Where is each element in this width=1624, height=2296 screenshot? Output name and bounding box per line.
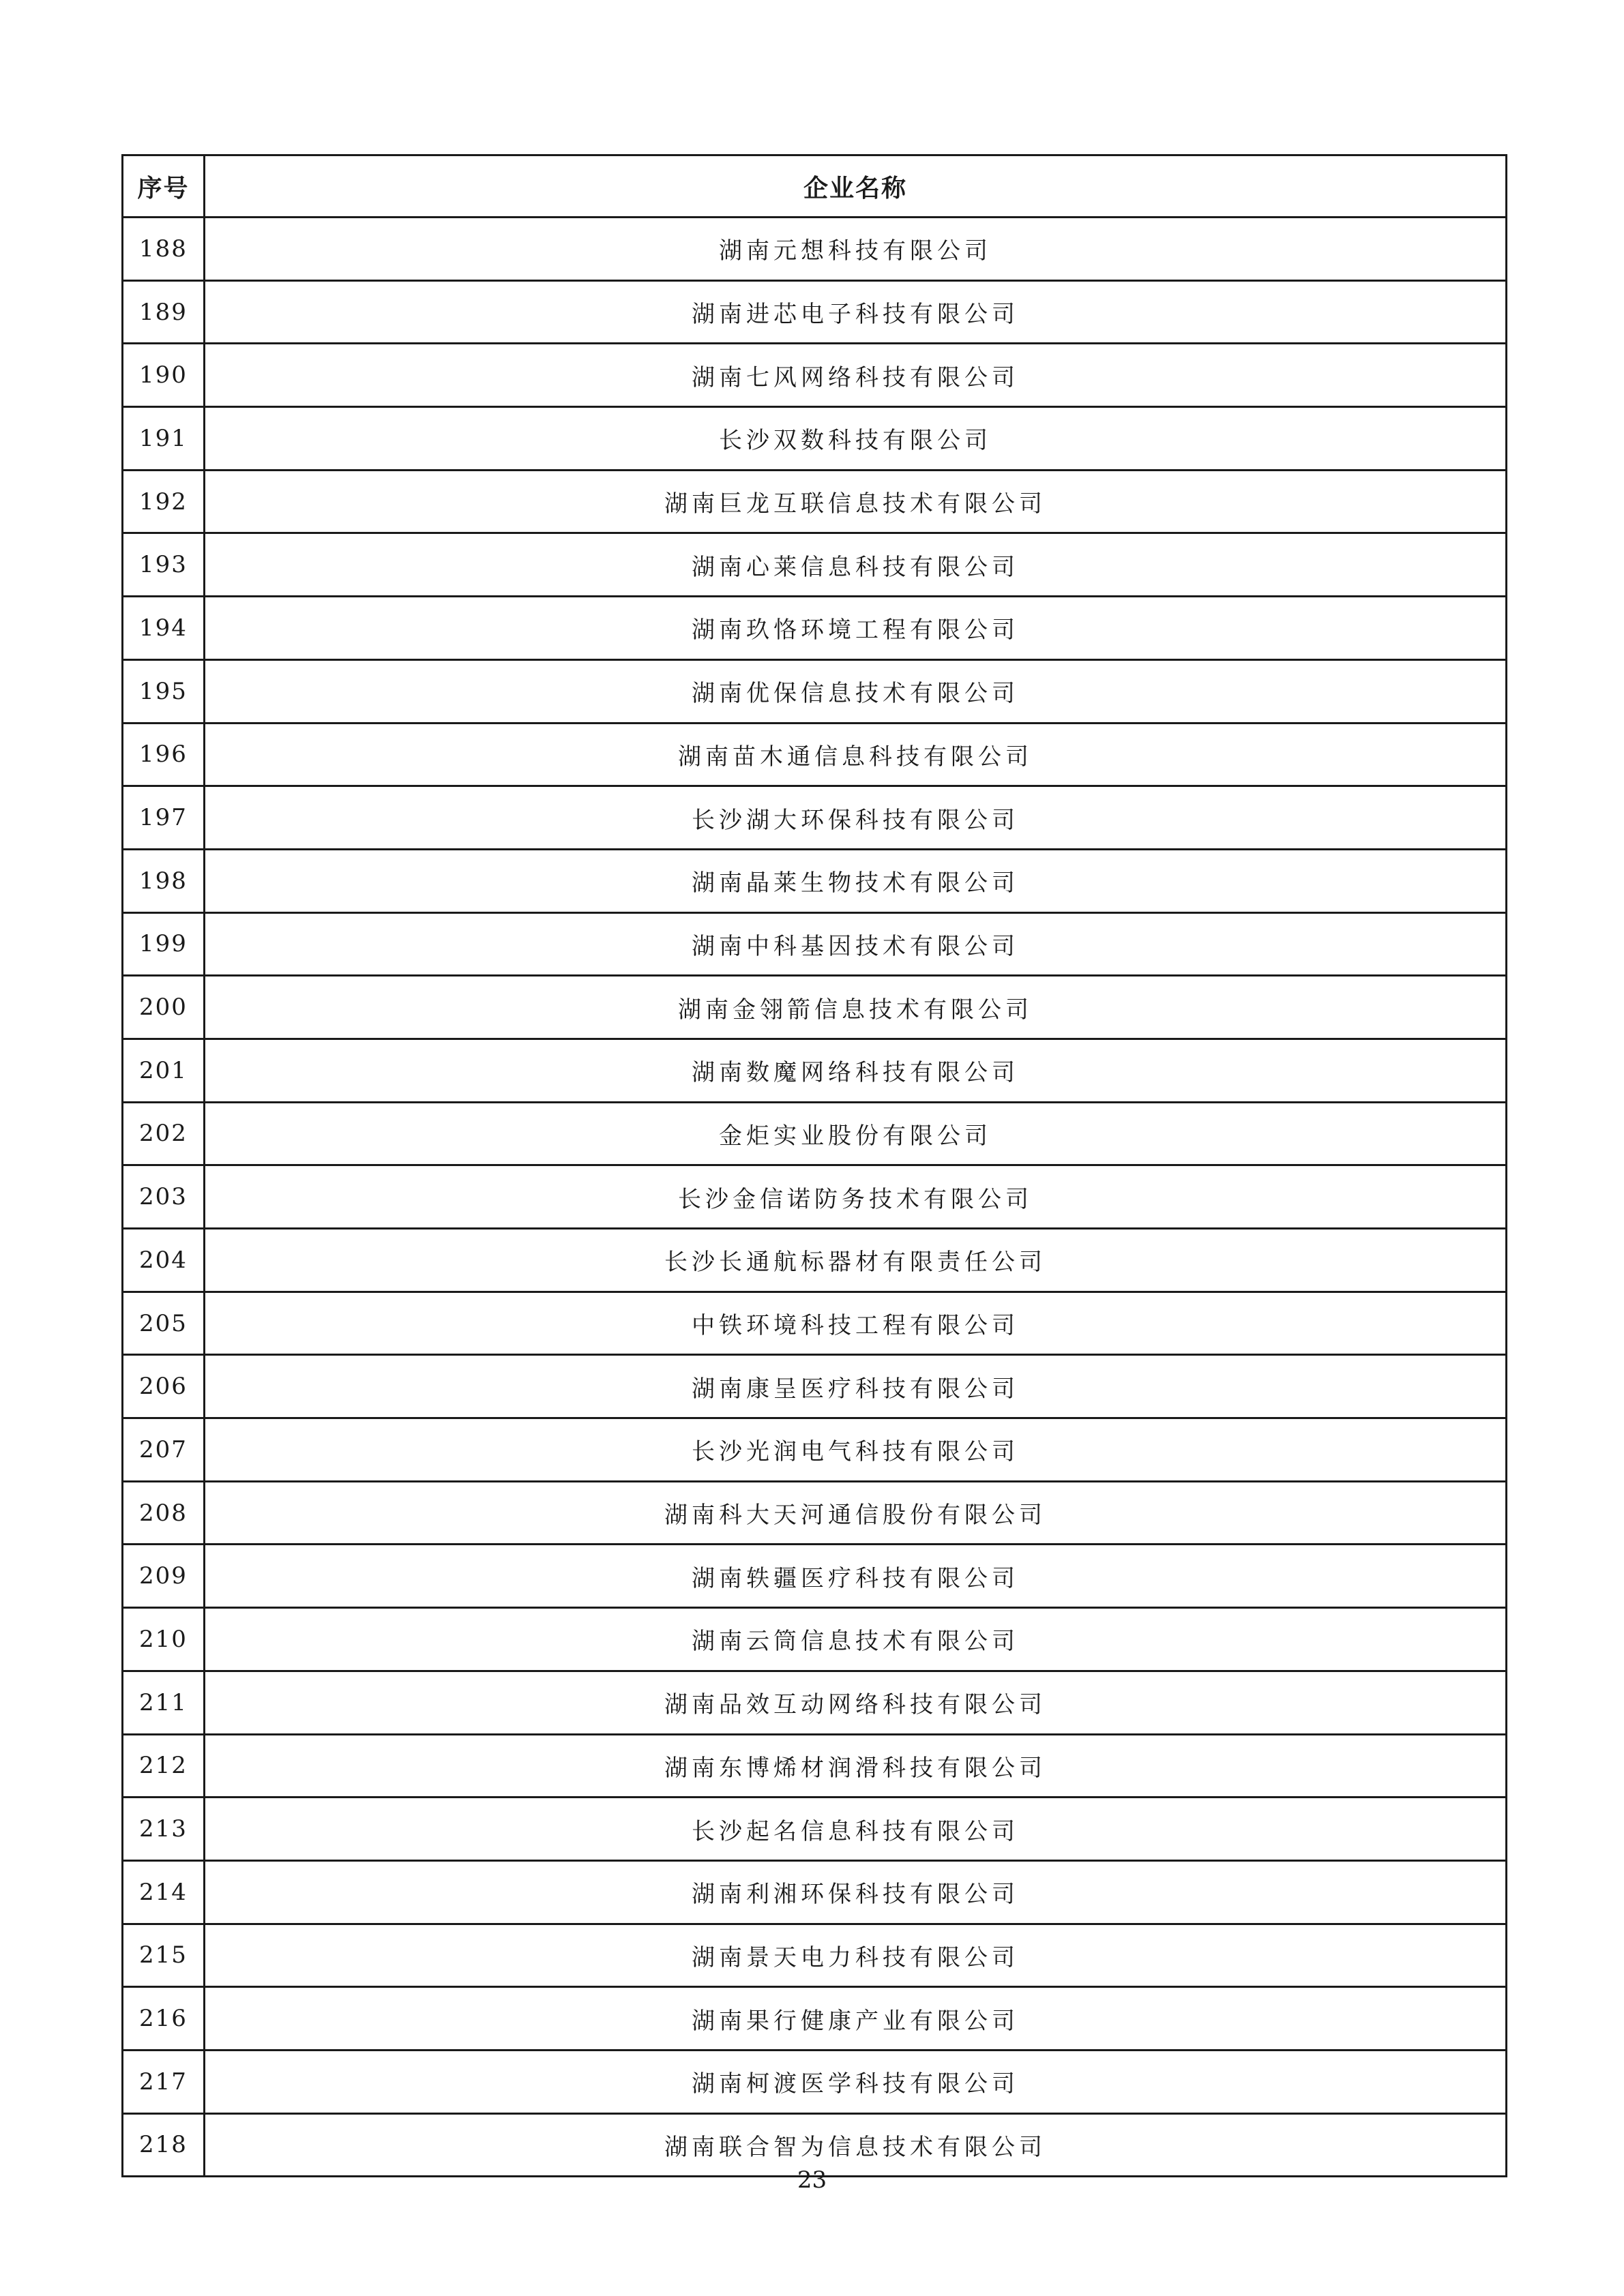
table-row: [123, 1924, 1507, 1987]
table-row: [123, 1545, 1507, 1608]
row-number: 210: [123, 1608, 205, 1671]
row-number: 198: [123, 849, 205, 912]
table-row: [123, 912, 1507, 976]
row-number: 196: [123, 723, 205, 786]
table-row: [123, 1481, 1507, 1545]
table-row: [123, 1671, 1507, 1734]
row-number: 211: [123, 1671, 205, 1734]
row-number: 193: [123, 533, 205, 597]
table-row: [123, 1987, 1507, 2051]
page-number: 23: [797, 2166, 827, 2194]
company-name: 湖南数魔网络科技有限公司: [205, 1039, 1507, 1102]
table-row: [123, 218, 1507, 281]
company-name: 湖南金翎箭信息技术有限公司: [205, 976, 1507, 1039]
company-name: 湖南中科基因技术有限公司: [205, 912, 1507, 976]
company-name: 湖南苗木通信息科技有限公司: [205, 723, 1507, 786]
row-number: 205: [123, 1292, 205, 1355]
company-name: 湖南东博烯材润滑科技有限公司: [205, 1734, 1507, 1798]
company-name: 湖南云筒信息技术有限公司: [205, 1608, 1507, 1671]
row-number: 207: [123, 1418, 205, 1482]
company-name: 湖南康呈医疗科技有限公司: [205, 1355, 1507, 1418]
table-body: [123, 218, 1507, 2177]
table-header-row: [123, 155, 1507, 218]
company-name: 湖南品效互动网络科技有限公司: [205, 1671, 1507, 1734]
table-row: [123, 533, 1507, 597]
row-number: 199: [123, 912, 205, 976]
company-name: 长沙湖大环保科技有限公司: [205, 786, 1507, 850]
company-name: 中铁环境科技工程有限公司: [205, 1292, 1507, 1355]
table-row: [123, 597, 1507, 660]
company-name: 湖南科大天河通信股份有限公司: [205, 1481, 1507, 1545]
company-name: 金炬实业股份有限公司: [205, 1102, 1507, 1165]
table-row: [123, 1608, 1507, 1671]
row-number: 190: [123, 344, 205, 407]
row-number: 218: [123, 2113, 205, 2177]
company-name: 湖南七风网络科技有限公司: [205, 344, 1507, 407]
row-number: 215: [123, 1924, 205, 1987]
table-row: [123, 723, 1507, 786]
company-name: 湖南景天电力科技有限公司: [205, 1924, 1507, 1987]
row-number: 204: [123, 1229, 205, 1292]
table-row: [123, 976, 1507, 1039]
table-row: [123, 1102, 1507, 1165]
row-number: 189: [123, 280, 205, 344]
header-company-name: 企业名称: [205, 155, 1507, 218]
document-page: [121, 154, 1505, 2177]
row-number: 188: [123, 218, 205, 281]
row-number: 192: [123, 470, 205, 533]
company-name: 湖南联合智为信息技术有限公司: [205, 2113, 1507, 2177]
table-row: [123, 1734, 1507, 1798]
row-number: 217: [123, 2050, 205, 2113]
company-name: 长沙金信诺防务技术有限公司: [205, 1165, 1507, 1229]
table-row: [123, 786, 1507, 850]
table-row: [123, 407, 1507, 471]
table-row: [123, 1798, 1507, 1861]
company-name: 湖南心莱信息科技有限公司: [205, 533, 1507, 597]
row-number: 195: [123, 659, 205, 723]
row-number: 191: [123, 407, 205, 471]
company-name: 湖南轶疆医疗科技有限公司: [205, 1545, 1507, 1608]
company-name: 长沙双数科技有限公司: [205, 407, 1507, 471]
company-name: 湖南巨龙互联信息技术有限公司: [205, 470, 1507, 533]
table-row: [123, 280, 1507, 344]
company-name: 湖南利湘环保科技有限公司: [205, 1860, 1507, 1924]
table-row: [123, 1039, 1507, 1102]
row-number: 213: [123, 1798, 205, 1861]
company-name: 湖南元想科技有限公司: [205, 218, 1507, 281]
row-number: 216: [123, 1987, 205, 2051]
row-number: 201: [123, 1039, 205, 1102]
table-row: [123, 470, 1507, 533]
table-row: [123, 1860, 1507, 1924]
company-name: 湖南玖恪环境工程有限公司: [205, 597, 1507, 660]
company-name: 长沙长通航标器材有限责任公司: [205, 1229, 1507, 1292]
header-number: 序号: [123, 155, 205, 218]
row-number: 214: [123, 1860, 205, 1924]
row-number: 200: [123, 976, 205, 1039]
row-number: 212: [123, 1734, 205, 1798]
row-number: 202: [123, 1102, 205, 1165]
row-number: 197: [123, 786, 205, 850]
table-row: [123, 1355, 1507, 1418]
company-name: 长沙起名信息科技有限公司: [205, 1798, 1507, 1861]
table-row: [123, 1418, 1507, 1482]
row-number: 203: [123, 1165, 205, 1229]
company-name: 湖南优保信息技术有限公司: [205, 659, 1507, 723]
table-row: [123, 1292, 1507, 1355]
company-name: 湖南进芯电子科技有限公司: [205, 280, 1507, 344]
row-number: 194: [123, 597, 205, 660]
row-number: 209: [123, 1545, 205, 1608]
company-table: [121, 154, 1507, 2177]
table-row: [123, 1165, 1507, 1229]
company-name: 湖南果行健康产业有限公司: [205, 1987, 1507, 2051]
company-name: 湖南柯渡医学科技有限公司: [205, 2050, 1507, 2113]
company-name: 长沙光润电气科技有限公司: [205, 1418, 1507, 1482]
table-row: [123, 2050, 1507, 2113]
company-name: 湖南晶莱生物技术有限公司: [205, 849, 1507, 912]
table-row: [123, 659, 1507, 723]
row-number: 208: [123, 1481, 205, 1545]
table-row: [123, 344, 1507, 407]
row-number: 206: [123, 1355, 205, 1418]
table-row: [123, 849, 1507, 912]
table-row: [123, 1229, 1507, 1292]
